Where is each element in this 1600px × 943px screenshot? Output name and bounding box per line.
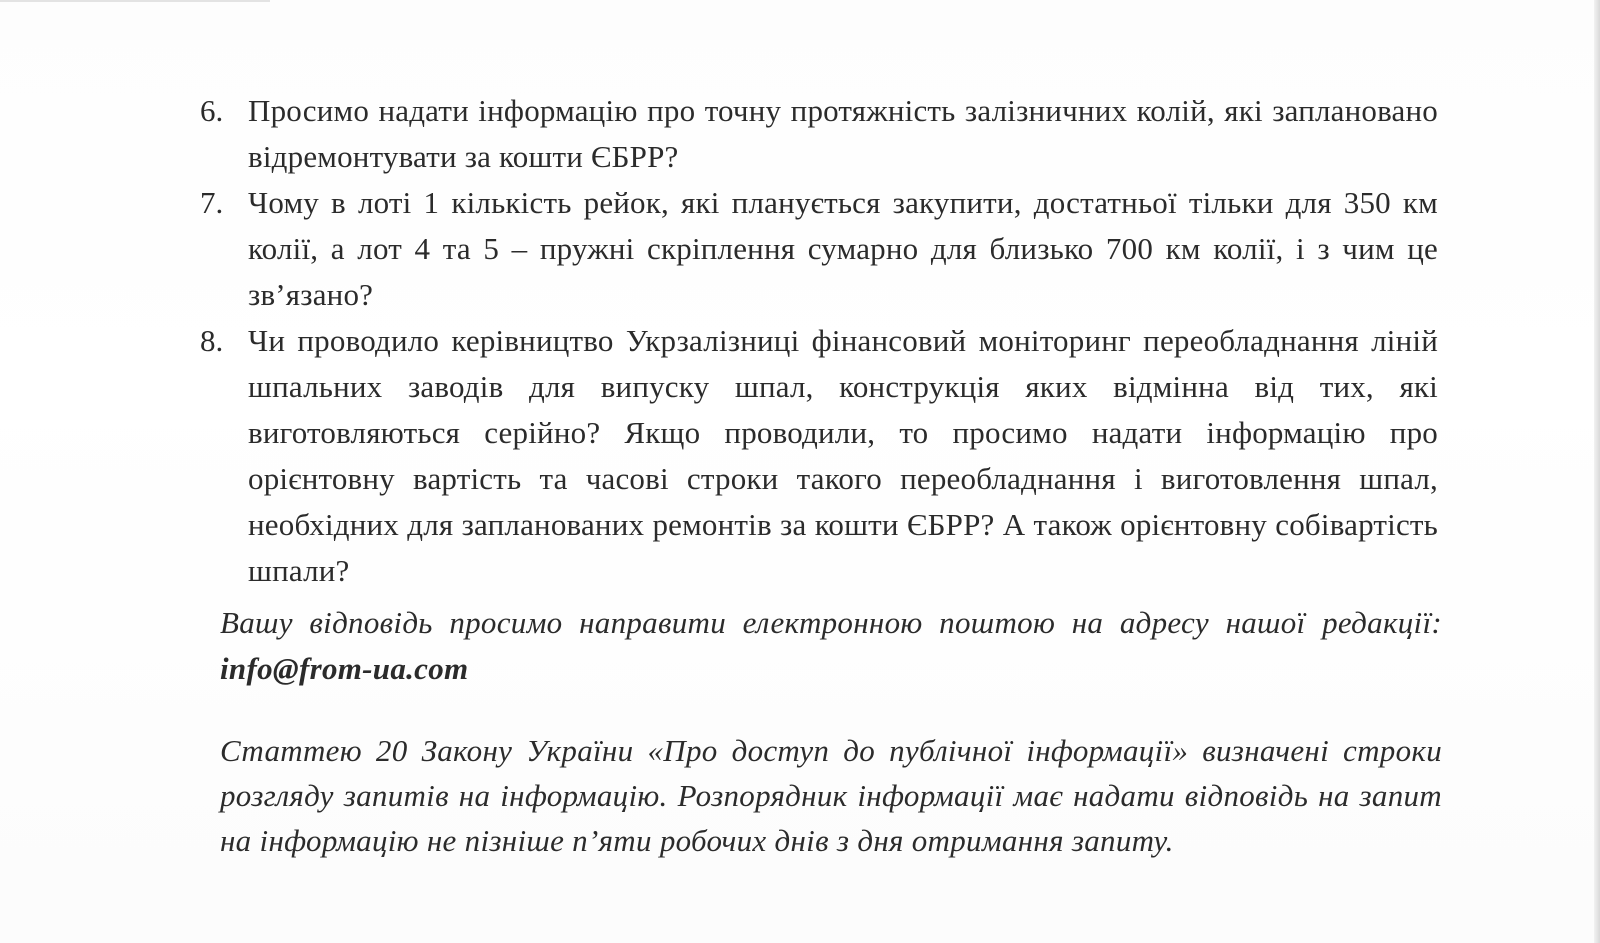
reply-request-text: Вашу відповідь просимо направити електронною поштою на адресу нашої редакції: — [220, 605, 1442, 640]
questions-list — [200, 88, 1438, 594]
question-number: 8. — [200, 323, 224, 358]
page-edge-shadow — [1594, 0, 1600, 943]
question-item-7 — [200, 180, 1438, 318]
question-text: Просимо надати інформацію про точну протяжність залізничних колій, які заплановано відремонтувати за кошти ЄБРР? — [248, 93, 1438, 174]
reply-request-paragraph — [220, 600, 1442, 692]
question-text: Чи проводило керівництво Укрзалізниці фінансовий моніторинг переобладнання ліній шпальних заводів для випуску шпал, конструкція яких відмінна від тих, які виготовляються серійно? Якщо проводили, то просимо надати інформацію про орієнтовну вартість та часові строки такого переобладнання і виготовлення шпал, необхідних для запланованих ремонтів за кошти ЄБРР? А також орієнтовну собівартість шпали? — [248, 323, 1438, 588]
law-note-paragraph: Статтею 20 Закону України «Про доступ до публічної інформації» визначені строки розгляду запитів на інформацію. Розпорядник інформації має надати відповідь на запит на інформацію не пізніше п’яти робочих днів з дня отримання запиту. — [220, 733, 1442, 858]
question-item-6 — [200, 88, 1438, 180]
scan-mark — [0, 0, 270, 2]
contact-email: info@from-ua.com — [220, 651, 469, 686]
question-number: 7. — [200, 185, 224, 220]
question-number: 6. — [200, 93, 224, 128]
question-text: Чому в лоті 1 кількість рейок, які планується закупити, достатньої тільки для 350 км колії, а лот 4 та 5 – пружні скріплення сумарно для близько 700 км колії, і з чим це зв’язано? — [248, 185, 1438, 312]
question-item-8 — [200, 318, 1438, 594]
